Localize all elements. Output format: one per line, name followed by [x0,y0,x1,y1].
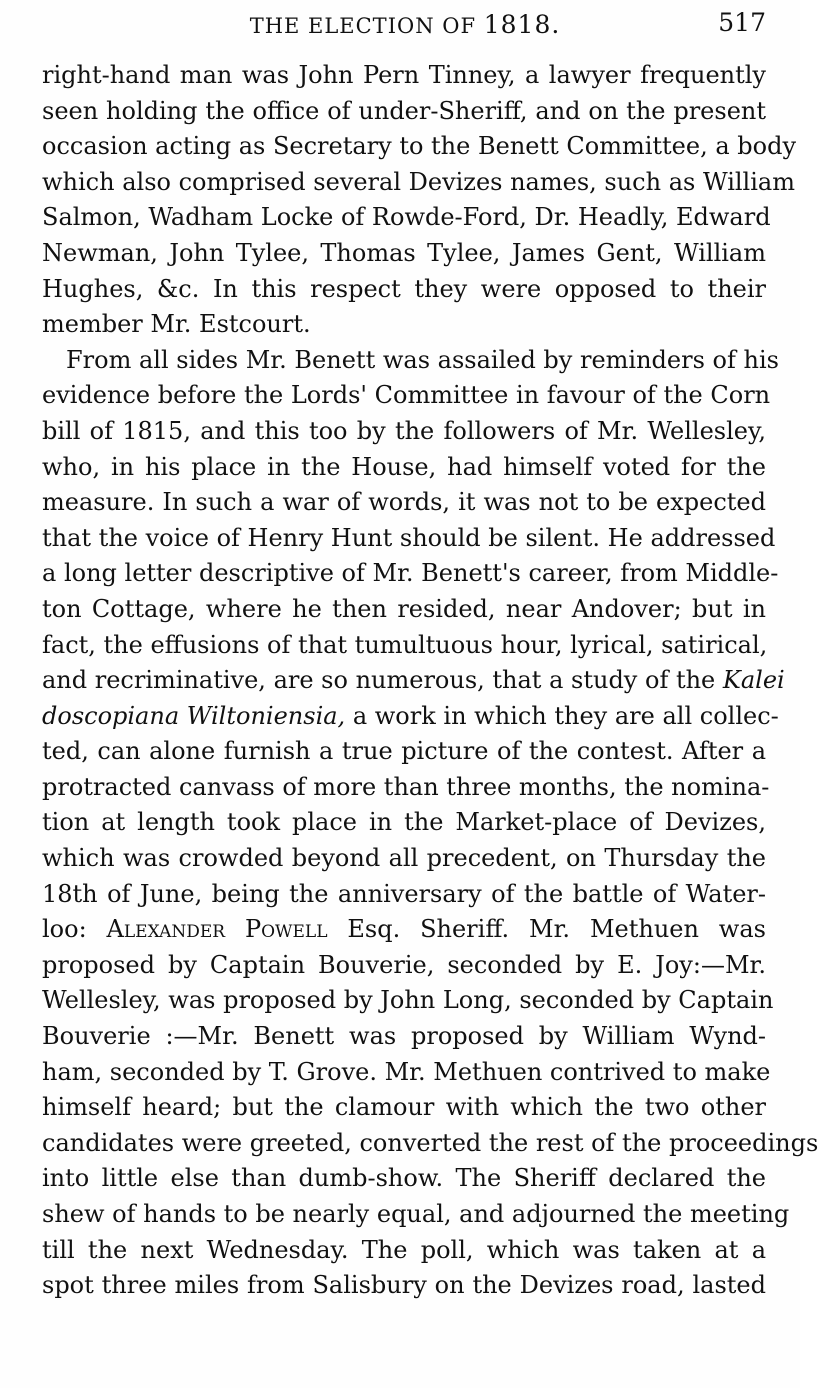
running-title-text: THE ELECTION OF [249,14,477,38]
text-line: member Mr. Estcourt. [42,310,311,339]
text-line: spot three miles from Salisbury on the Devizes road, lasted [42,1271,766,1300]
text-segment: Esq. Sheriff. Mr. Methuen was [347,915,766,944]
text-line: 18th of June, being the anniversary of the battle of Water- [42,879,766,908]
paragraph-1 [42,58,797,343]
text-line: protracted canvass of more than three months, the nomina- [42,772,770,801]
running-title [40,10,770,39]
text-line: From all sides Mr. Benett was assailed by reminders of his [66,345,779,374]
text-line: tion at length took place in the Market-place of Devizes, [42,808,766,837]
text-line [42,663,785,699]
running-title-year: 1818. [483,10,561,39]
text-line: fact, the effusions of that tumultuous hour, lyrical, satirical, [42,630,768,659]
text-line: that the voice of Henry Hunt should be silent. He addressed [42,523,776,552]
text-line: ton Cottage, where he then resided, near Andover; but in [42,594,766,623]
text-line [42,912,766,948]
text-line: who, in his place in the House, had himself voted for the [42,452,766,481]
text-line: occasion acting as Secretary to the Benett Committee, a body [42,132,797,161]
text-line: till the next Wednesday. The poll, which was taken at a [42,1235,766,1264]
text-line: Newman, John Tylee, Thomas Tylee, James Gent, William [42,238,766,267]
text-line: which was crowded beyond all precedent, on Thursday the [42,844,766,873]
text-line: bill of 1815, and this too by the followers of Mr. Wellesley, [42,416,766,445]
text-line: ted, can alone furnish a true picture of the contest. After a [42,737,766,766]
body-text [42,58,818,1304]
text-line: into little else than dumb-show. The Sheriff declared the [42,1164,766,1193]
text-line: which also comprised several Devizes names, such as William [42,167,795,196]
text-line: measure. In such a war of words, it was not to be expected [42,488,766,517]
text-line: a long letter descriptive of Mr. Benett's career, from Middle- [42,559,779,588]
italic-title: Kalei [722,666,785,695]
page-number: 517 [718,8,766,37]
text-line: Wellesley, was proposed by John Long, seconded by Captain [42,986,774,1015]
text-line: candidates were greeted, converted the rest of the proceedings [42,1128,818,1157]
text-line: Bouverie :—Mr. Benett was proposed by William Wynd- [42,1022,766,1051]
text-line [42,699,779,735]
text-line: himself heard; but the clamour with which the two other [42,1093,766,1122]
text-line: Hughes, &c. In this respect they were opposed to their [42,274,766,303]
text-line: shew of hands to be nearly equal, and adjourned the meeting [42,1200,790,1228]
text-segment: loo: [42,915,87,944]
text-line: proposed by Captain Bouverie, seconded by E. Joy:—Mr. [42,950,766,979]
text-line: seen holding the office of under-Sheriff, and on the present [42,96,766,125]
italic-title: doscopiana Wiltoniensia, [42,701,346,730]
page-header [40,6,770,40]
small-caps-name: Alexander Powell [106,915,328,944]
paragraph-2 [42,343,818,1304]
text-segment: a work in which they are all collec- [352,701,779,730]
text-segment: and recriminative, are so numerous, that a study of the [42,666,716,695]
text-line: ham, seconded by T. Grove. Mr. Methuen contrived to make [42,1057,771,1086]
text-line: right-hand man was John Pern Tinney, a lawyer frequently [42,61,766,89]
text-line: Salmon, Wadham Locke of Rowde-Ford, Dr. Headly, Edward [42,203,771,232]
text-line: evidence before the Lords' Committee in favour of the Corn [42,381,771,410]
